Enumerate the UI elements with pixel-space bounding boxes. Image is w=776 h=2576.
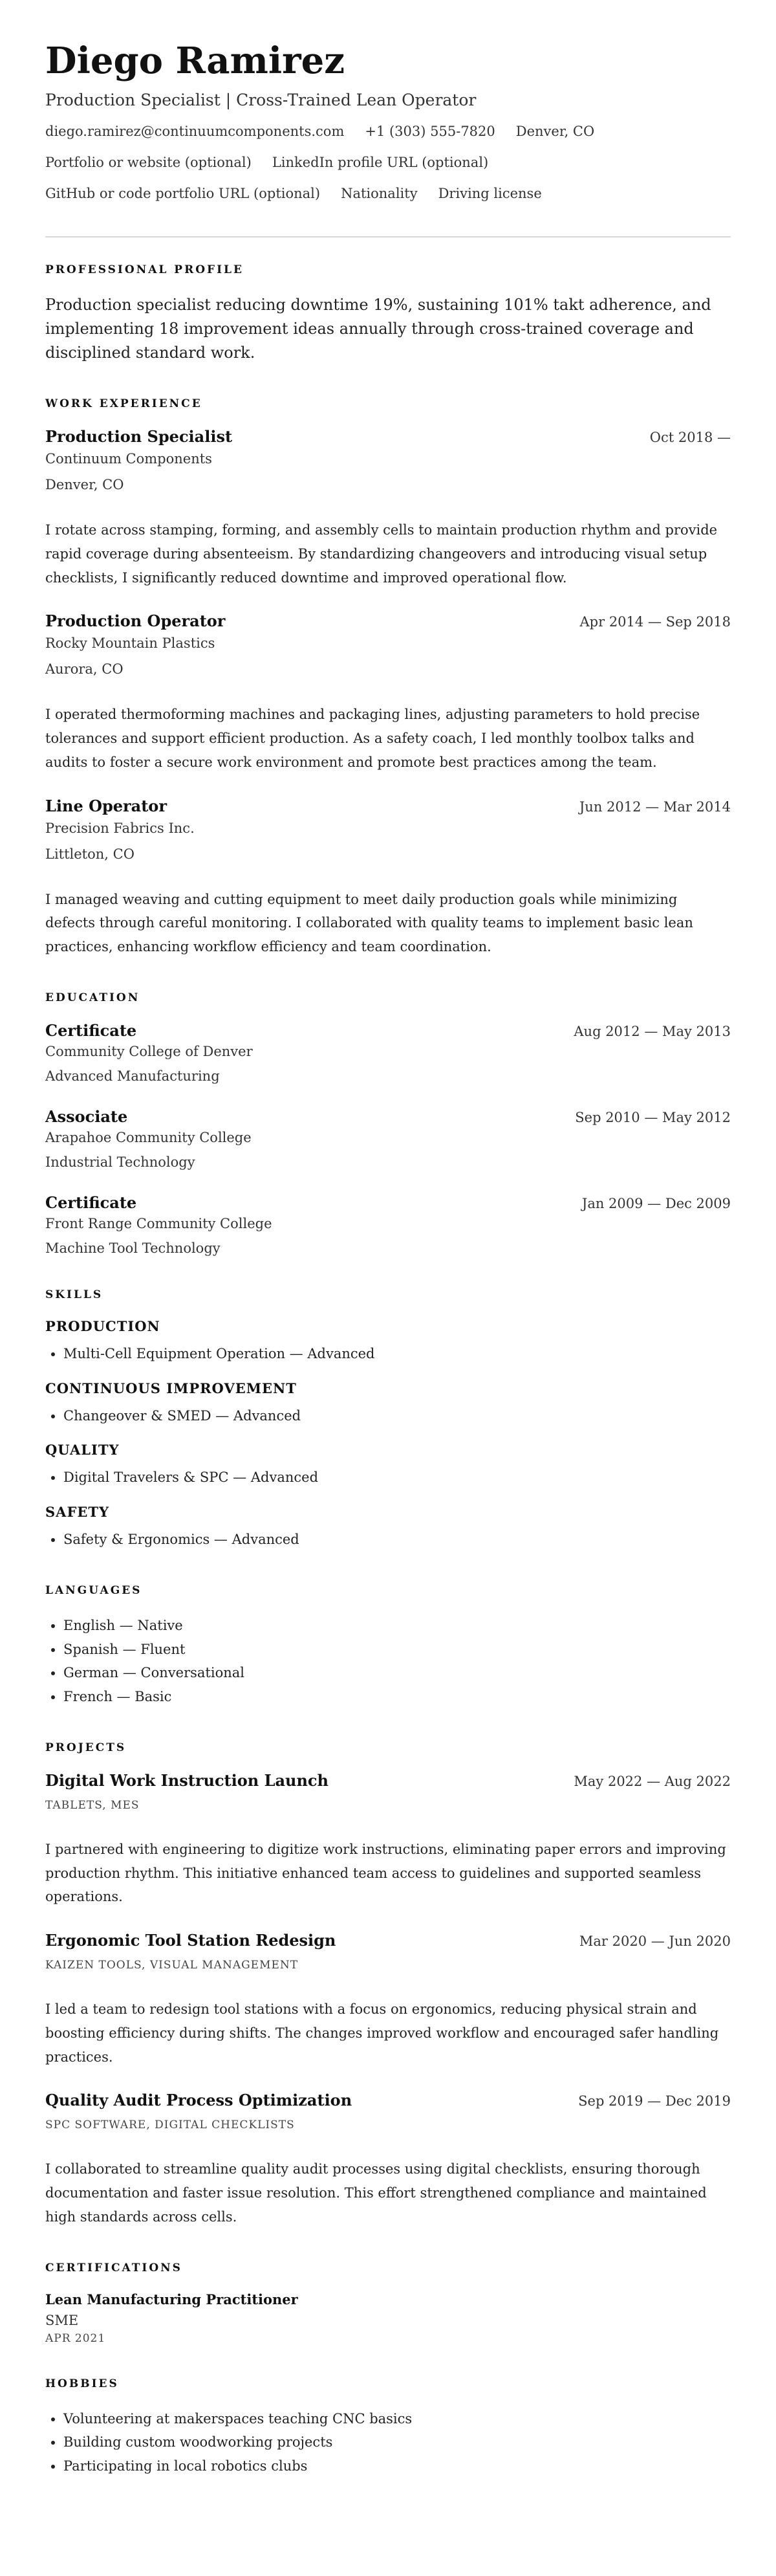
skill-category: QUALITY xyxy=(45,1442,120,1459)
certification-issuer: SME xyxy=(45,2312,79,2328)
field-of-study: Industrial Technology xyxy=(45,1154,195,1170)
driving-license-text: Driving license xyxy=(438,185,542,201)
project-description: I collaborated to streamline quality audit processes using digital checklists, ensuring thorough documentation and faster issue resolution. This effort strengthened compliance and maintained high standards across cells. xyxy=(45,2161,707,2225)
job-location: Littleton, CO xyxy=(45,846,135,862)
languages-list xyxy=(45,1614,731,1709)
section-title: PROJECTS xyxy=(45,1741,127,1754)
section-title: CERTIFICATIONS xyxy=(45,2261,182,2274)
skill-group xyxy=(45,1380,731,1428)
header-divider xyxy=(45,236,731,237)
project-tags: TABLETS, MES xyxy=(45,1798,140,1812)
skill-item: • Safety & Ergonomics — Advanced xyxy=(63,1528,731,1552)
project-dates: May 2022 — Aug 2022 xyxy=(574,1773,731,1789)
projects-section xyxy=(45,1741,731,2229)
skill-group xyxy=(45,1504,731,1552)
linkedin-link[interactable]: LinkedIn profile URL (optional) xyxy=(272,154,489,170)
language-item: • English — Native xyxy=(63,1614,731,1638)
profile-summary: Production specialist reducing downtime 19%, sustaining 101% takt adherence, and implementing 18 improvement ideas annually through cross-trained coverage and disciplined standard work. xyxy=(45,295,711,362)
project-dates: Sep 2019 — Dec 2019 xyxy=(578,2093,731,2109)
certification-name: Lean Manufacturing Practitioner xyxy=(45,2291,298,2307)
field-of-study: Advanced Manufacturing xyxy=(45,1068,220,1084)
project-name: Ergonomic Tool Station Redesign xyxy=(45,1931,336,1950)
profile-section xyxy=(45,263,731,366)
certification-entry xyxy=(45,2291,731,2345)
contact-row-extra xyxy=(45,186,731,217)
job-location: Aurora, CO xyxy=(45,661,124,677)
languages-section xyxy=(45,1584,731,1709)
job-title: Production Operator xyxy=(45,611,226,631)
education-entry xyxy=(45,1021,731,1084)
project-description: I led a team to redesign tool stations with a focus on ergonomics, reducing physical strain and boosting efficiency during shifts. The changes improved workflow and encouraged safer handling practices. xyxy=(45,2001,719,2065)
company-name: Continuum Components xyxy=(45,451,212,467)
job-dates: Jun 2012 — Mar 2014 xyxy=(579,798,731,815)
skill-category: CONTINUOUS IMPROVEMENT xyxy=(45,1380,297,1396)
email-link[interactable]: diego.ramirez@continuumcomponents.com xyxy=(45,123,345,139)
project-entry xyxy=(45,1771,731,1909)
school-name: Community College of Denver xyxy=(45,1043,253,1059)
section-title: EDUCATION xyxy=(45,991,140,1004)
project-tags: SPC SOFTWARE, DIGITAL CHECKLISTS xyxy=(45,2119,295,2132)
section-title: HOBBIES xyxy=(45,2377,119,2390)
skill-group xyxy=(45,1318,731,1366)
skill-category: SAFETY xyxy=(45,1504,109,1521)
degree-title: Certificate xyxy=(45,1193,137,1212)
school-name: Front Range Community College xyxy=(45,1215,272,1231)
project-entry xyxy=(45,2091,731,2229)
candidate-headline: Production Specialist | Cross-Trained Lean Operator xyxy=(45,90,477,109)
portfolio-link[interactable]: Portfolio or website (optional) xyxy=(45,154,252,170)
contact-row-primary xyxy=(45,124,731,155)
job-dates: Apr 2014 — Sep 2018 xyxy=(579,614,731,630)
experience-entry xyxy=(45,427,731,589)
experience-entry xyxy=(45,611,731,774)
education-dates: Aug 2012 — May 2013 xyxy=(574,1023,731,1039)
section-title: WORK EXPERIENCE xyxy=(45,397,202,411)
education-section xyxy=(45,991,731,1256)
school-name: Arapahoe Community College xyxy=(45,1129,252,1145)
education-dates: Jan 2009 — Dec 2009 xyxy=(581,1195,731,1211)
hobby-item: • Participating in local robotics clubs xyxy=(63,2454,731,2478)
job-title: Line Operator xyxy=(45,796,167,815)
hobby-item: • Volunteering at makerspaces teaching CNC basics xyxy=(63,2407,731,2431)
degree-title: Associate xyxy=(45,1106,128,1126)
experience-section xyxy=(45,397,731,959)
hobbies-section xyxy=(45,2377,731,2478)
job-title: Production Specialist xyxy=(45,427,233,446)
project-name: Digital Work Instruction Launch xyxy=(45,1770,329,1790)
section-title: PROFESSIONAL PROFILE xyxy=(45,263,244,276)
phone-number[interactable]: +1 (303) 555-7820 xyxy=(365,123,495,139)
hobby-item: • Building custom woodworking projects xyxy=(63,2430,731,2454)
experience-entry xyxy=(45,797,731,959)
skill-item: • Multi-Cell Equipment Operation — Advanced xyxy=(63,1342,731,1366)
section-title: SKILLS xyxy=(45,1288,103,1301)
job-dates: Oct 2018 — xyxy=(649,430,731,446)
project-dates: Mar 2020 — Jun 2020 xyxy=(579,1933,731,1950)
degree-title: Certificate xyxy=(45,1020,137,1040)
language-item: • Spanish — Fluent xyxy=(63,1638,731,1662)
nationality-text: Nationality xyxy=(341,185,418,201)
skill-category: PRODUCTION xyxy=(45,1317,160,1334)
skill-group xyxy=(45,1442,731,1490)
education-entry xyxy=(45,1193,731,1256)
project-name: Quality Audit Process Optimization xyxy=(45,2091,352,2110)
github-link[interactable]: GitHub or code portfolio URL (optional) xyxy=(45,185,321,201)
skill-item: • Changeover & SMED — Advanced xyxy=(63,1404,731,1428)
education-dates: Sep 2010 — May 2012 xyxy=(575,1109,731,1125)
skills-section xyxy=(45,1288,731,1552)
job-description: I operated thermoforming machines and packaging lines, adjusting parameters to hold precise tolerances and support efficient production. As a safety coach, I led monthly toolbox talks and audits to foster a secure work environment and promote best practices among the team. xyxy=(45,707,700,770)
language-item: • German — Conversational xyxy=(63,1661,731,1685)
education-entry xyxy=(45,1107,731,1170)
job-description: I managed weaving and cutting equipment to meet daily production goals while minimizing defects through careful monitoring. I collaborated with quality teams to implement basic lean practices, enhancing workflow efficiency and team coordination. xyxy=(45,891,693,955)
hobbies-list xyxy=(45,2407,731,2478)
language-item: • French — Basic xyxy=(63,1685,731,1709)
certification-date: APR 2021 xyxy=(45,2331,106,2345)
section-title: LANGUAGES xyxy=(45,1583,142,1597)
company-name: Rocky Mountain Plastics xyxy=(45,635,215,652)
field-of-study: Machine Tool Technology xyxy=(45,1240,221,1256)
project-description: I partnered with engineering to digitize work instructions, eliminating paper errors and improving production rhythm. This initiative enhanced team access to guidelines and supported seamless operations. xyxy=(45,1841,726,1905)
contact-row-links xyxy=(45,155,731,186)
location-text: Denver, CO xyxy=(515,123,595,139)
skill-item: • Digital Travelers & SPC — Advanced xyxy=(63,1466,731,1490)
resume-header xyxy=(45,41,731,217)
job-location: Denver, CO xyxy=(45,477,124,493)
certifications-section xyxy=(45,2262,731,2345)
company-name: Precision Fabrics Inc. xyxy=(45,820,195,836)
project-tags: KAIZEN TOOLS, VISUAL MANAGEMENT xyxy=(45,1959,299,1972)
project-entry xyxy=(45,1931,731,2069)
candidate-name: Diego Ramirez xyxy=(45,39,345,82)
job-description: I rotate across stamping, forming, and assembly cells to maintain production rhythm and provide rapid coverage during absenteeism. By standardizing changeovers and introducing visual setup checklists, I significantly reduced downtime and improved operational flow. xyxy=(45,522,718,586)
